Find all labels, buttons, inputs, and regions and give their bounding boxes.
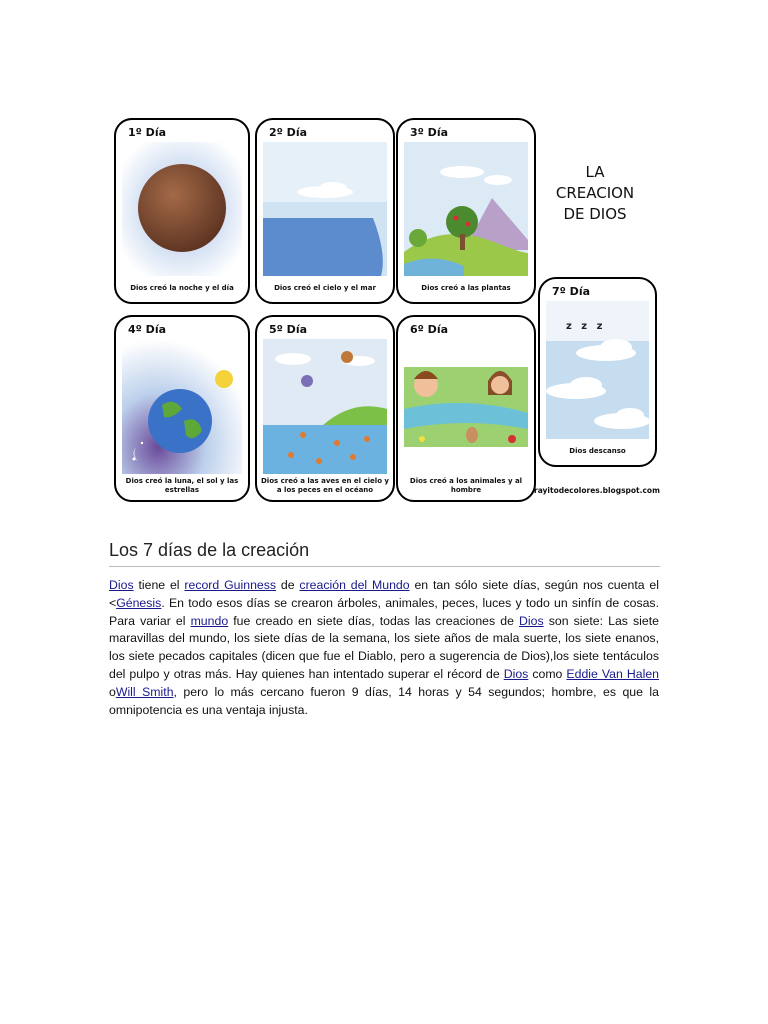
link-eddie-van-halen[interactable]: Eddie Van Halen [566,666,660,681]
day-card-6 [396,315,536,502]
day-caption: Dios creó la luna, el sol y las estrellas [125,477,239,494]
day-caption: Dios creó a las plantas [421,283,511,292]
day-label: 4º Día [128,323,167,336]
day-card-4 [114,315,250,502]
link-record-guinness[interactable]: record Guinness [184,578,277,592]
plants-picture [404,142,528,276]
night-day-picture [122,142,242,276]
heading-divider [109,566,660,567]
link-creacion-del-mundo[interactable]: creación del Mundo [299,578,410,592]
sleep-text: z z z [566,321,606,332]
animals-man-picture [404,339,528,474]
day-card-1 [114,118,250,304]
day-label: 5º Día [269,323,308,336]
link-will-smith[interactable]: Will Smith [115,684,174,699]
day-label: 3º Día [410,126,449,139]
day-caption: Dios descanso [569,446,626,455]
day-label: 6º Día [410,323,449,336]
day-caption: Dios creó a las aves en el cielo y a los peces en el océano [261,477,389,494]
article-heading: Los 7 días de la creación [109,540,310,560]
day-card-2 [255,118,395,304]
day-label: 2º Día [269,126,308,139]
illustration-credit: rayitodecolores.blogspot.com [534,486,660,495]
day-caption: Dios creó a los animales y al hombre [409,477,523,494]
creation-illustration [108,112,660,508]
day-label: 7º Día [552,285,591,298]
illustration-title: LA CREACION DE DIOS [555,163,635,223]
day-caption: Dios creó el cielo y el mar [274,283,376,292]
day-caption: Dios creó la noche y el día [130,283,234,292]
link-dios-2[interactable]: Dios [519,613,544,628]
day-card-3 [396,118,536,304]
earth-sun-picture [122,339,242,474]
day-card-5 [255,315,395,502]
article-paragraph: Dios tiene el record Guinness de creación del Mundo en tan sólo siete días, según nos cuenta el <Génesis. En todo esos días se crearon árboles, animales, peces, luces y todo un sinfín de cosas. Para variar el mundo fue creado en siete días, todas las creaciones de Dios son siete: Las siete maravillas del mundo, los siete días de la semana, los siete años de mala suerte, los siete enanos, los siete pecados capitales (dicen que fue el Diablo, pero a sugerencia de Dios),los siete tentáculos del pulpo y otras más. Hay quienes han intentado superar el récord de Dios como Eddie Van Halen oWill Smith, pero lo más cercano fueron 9 días, 14 horas y 54 segundos; hombre, es que la omnipotencia es una ventaja injusta. [109,578,660,717]
link-genesis[interactable]: Génesis [116,595,162,610]
link-mundo[interactable]: mundo [190,613,229,628]
birds-fish-picture [263,339,387,474]
day-label: 1º Día [128,126,167,139]
day-card-7 [538,277,657,467]
sky-sea-picture [263,142,387,276]
link-dios[interactable]: Dios [109,578,134,592]
link-dios-3[interactable]: Dios [503,666,529,681]
